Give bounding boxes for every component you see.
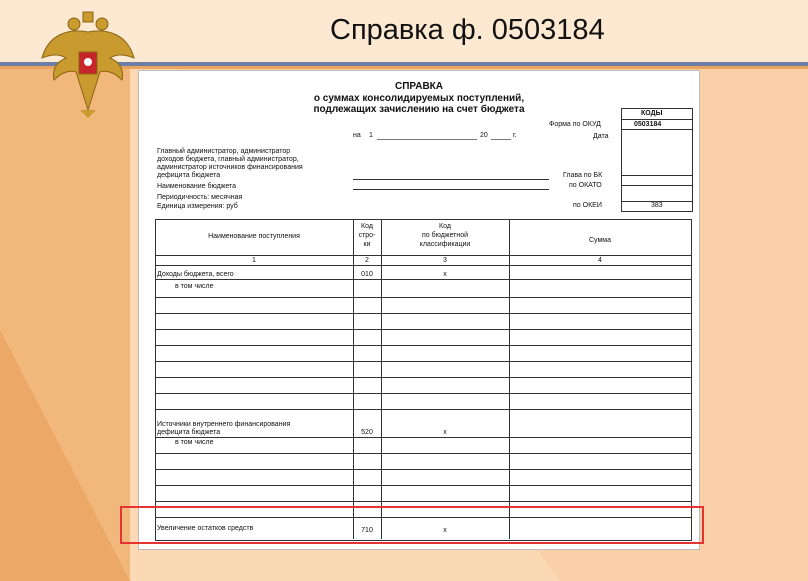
admin-label-3: администратор источников финансирования	[157, 164, 303, 171]
admin-label-2: доходов бюджета, главный администратор,	[157, 156, 299, 163]
periodicity-label: Периодичность: месячная	[157, 194, 243, 201]
admin-label-1: Главный администратор, администратор	[157, 148, 291, 155]
doc-subtitle-2: подлежащих зачислению на счет бюджета	[313, 104, 525, 115]
date-day: 1	[369, 132, 373, 139]
glava-label: Глава по БК	[563, 172, 603, 179]
codes-header: КОДЫ	[641, 110, 663, 117]
row-income-code: 010	[361, 271, 373, 278]
russian-coat-of-arms-icon	[38, 10, 138, 120]
doc-title: СПРАВКА	[395, 81, 443, 92]
form-document	[138, 70, 700, 550]
row-sources-sub: в том числе	[175, 439, 214, 446]
slide-title: Справка ф. 0503184	[330, 14, 605, 46]
col-sum-header: Сумма	[589, 237, 611, 244]
okei-label: по ОКЕИ	[573, 202, 602, 209]
okato-label: по ОКАТО	[569, 182, 602, 189]
data-table	[155, 219, 692, 541]
admin-label-4: дефицита бюджета	[157, 172, 221, 179]
row-income-sub: в том числе	[175, 283, 214, 290]
okud-value: 0503184	[634, 121, 662, 128]
okei-value: 383	[651, 202, 663, 209]
highlight-frame	[120, 506, 704, 544]
row-sources-label-1: Источники внутреннего финансирования	[157, 421, 291, 428]
row-sources-bk: x	[443, 429, 447, 436]
date-year: 20	[480, 132, 488, 139]
col-num-1: 1	[252, 257, 256, 264]
budget-label: Наименование бюджета	[157, 183, 237, 190]
col-name-header: Наименование поступления	[208, 233, 300, 240]
col-code-header-2: стро-	[358, 232, 376, 239]
row-increase-bk: x	[443, 527, 447, 534]
doc-subtitle-1: о суммах консолидируемых поступлений,	[313, 93, 525, 104]
date-prefix: на	[353, 132, 361, 139]
date-suffix: г.	[513, 132, 517, 139]
okud-label: Форма по ОКУД	[549, 121, 601, 128]
row-sources-code: 520	[361, 429, 373, 436]
col-bk-header-1: Код	[439, 223, 451, 230]
col-bk-header-2: по бюджетной	[421, 232, 469, 239]
col-code-header-3: ки	[363, 241, 371, 248]
col-num-2: 2	[365, 257, 369, 264]
col-code-header-1: Код	[361, 223, 373, 230]
date-label: Дата	[593, 133, 609, 140]
col-num-3: 3	[443, 257, 447, 264]
row-increase-code: 710	[361, 527, 373, 534]
col-num-4: 4	[598, 257, 602, 264]
col-bk-header-3: классификации	[419, 241, 471, 248]
row-income-bk: x	[443, 271, 447, 278]
row-income-label: Доходы бюджета, всего	[157, 271, 234, 278]
row-increase-label: Увеличение остатков средств	[157, 525, 254, 532]
unit-label: Единица измерения: руб	[157, 203, 238, 210]
row-sources-label-2: дефицита бюджета	[157, 429, 221, 436]
